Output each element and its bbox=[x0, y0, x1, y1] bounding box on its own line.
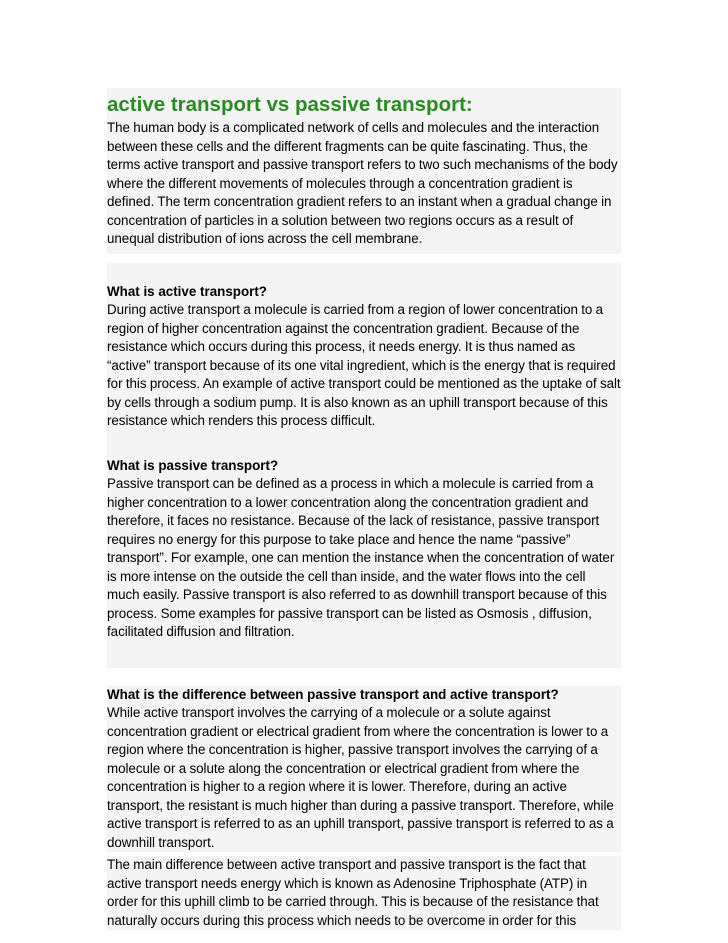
section-body: During active transport a molecule is carried from a region of lower concentration to a region of higher concentration against the concentration gradient. Because of the resistance which occurs during this process, it needs energy. It is thus named as “active” transport because of its one vital ingredient, which is the energy that is required for this process. An example of active transport could be mentioned as the uptake of salt by cells through a sodium pump. It is also known as an uphill transport because of this resistance which renders this process difficult. bbox=[107, 302, 621, 428]
section-heading: What is the difference between passive transport and active transport? bbox=[107, 686, 559, 702]
title-block bbox=[107, 88, 621, 119]
article bbox=[107, 88, 621, 930]
divider bbox=[107, 668, 621, 686]
section-active bbox=[107, 263, 621, 668]
closing-block bbox=[107, 856, 621, 930]
intro-paragraph: The human body is a complicated network of cells and molecules and the interaction between these cells and the different fragments can be quite fascinating. Thus, the terms active transport and passive transport refers to two such mechanisms of the body where the different movements of molecules through a concentration gradient is defined. The term concentration gradient refers to an instant when a gradual change in concentration of particles in a solution between two regions occurs as a result of unequal distribution of ions across the cell membrane. bbox=[107, 120, 618, 246]
divider bbox=[107, 254, 621, 263]
section-body: While active transport involves the carrying of a molecule or a solute against concentration gradient or electrical gradient from where the concentration is lower to a region where the concentration is higher, passive transport involves the carrying of a molecule or a solute along the concentration or electrical gradient from where the concentration is higher to a region where it is lower. Therefore, during an active transport, the resistant is much higher than during a passive transport. Therefore, while active transport is referred to as an uphill transport, passive transport is referred to as a downhill transport. bbox=[107, 705, 614, 850]
page-title: active transport vs passive transport: bbox=[107, 93, 473, 116]
section-heading: What is passive transport? bbox=[107, 457, 279, 473]
section-body: Passive transport can be defined as a process in which a molecule is carried from a higher concentration to a lower concentration along the concentration gradient and therefore, it faces no resistance. Because of the lack of resistance, passive transport requires no energy for this purpose to take place and hence the name “passive” transport”. For example, one can mention the instance when the concentration of water is more intense on the outside the cell than inside, and the water flows into the cell much easily. Passive transport is also referred to as downhill transport because of this process. Some examples for passive transport can be listed as Osmosis , diffusion, facilitated diffusion and filtration. bbox=[107, 476, 615, 639]
section-difference bbox=[107, 686, 621, 853]
intro-block bbox=[107, 119, 621, 254]
closing-paragraph: The main difference between active transport and passive transport is the fact that active transport needs energy which is known as Adenosine Triphosphate (ATP) in order for this uphill climb to be carried through. This is because of the resistance that naturally occurs during this process which needs to be overcome in order for this bbox=[107, 857, 599, 928]
section-heading: What is active transport? bbox=[107, 283, 267, 299]
